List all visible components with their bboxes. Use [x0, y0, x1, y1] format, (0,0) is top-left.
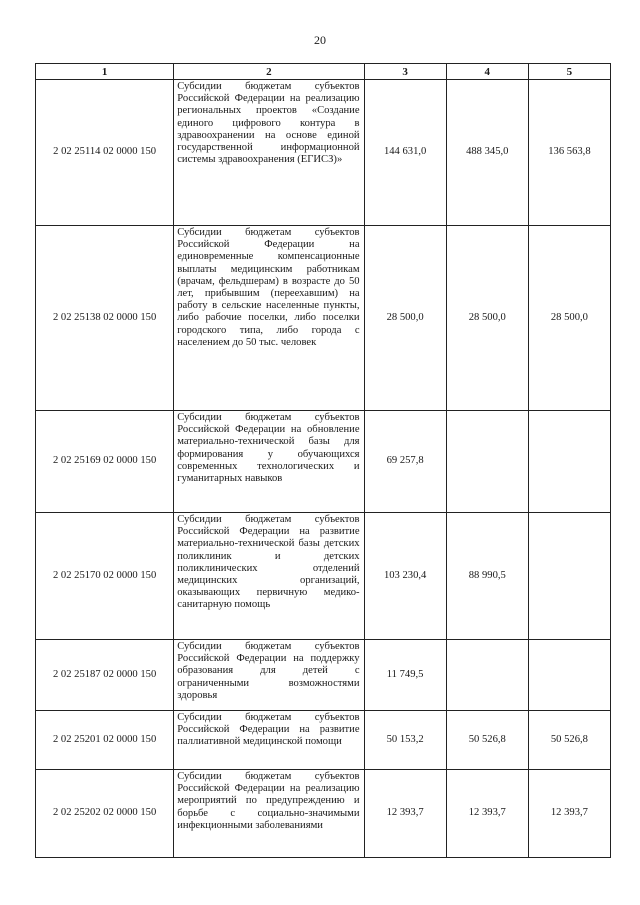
value-col-5-cell	[528, 411, 610, 513]
value-col-4-cell	[446, 411, 528, 513]
budget-code-cell: 2 02 25169 02 0000 150	[36, 411, 174, 513]
value-col-3-cell: 12 393,7	[364, 770, 446, 858]
header-col-3: 3	[364, 64, 446, 80]
budget-code-cell: 2 02 25202 02 0000 150	[36, 770, 174, 858]
page-number: 20	[314, 33, 326, 47]
budget-code-cell: 2 02 25138 02 0000 150	[36, 226, 174, 411]
budget-code-cell: 2 02 25170 02 0000 150	[36, 513, 174, 640]
description-cell: Субсидии бюджетам субъектов Российской Федерации на обновление материально-технической базы для формирования у обучающихся современных технологических и гуманитарных навыков	[174, 411, 364, 513]
value-col-4-cell: 88 990,5	[446, 513, 528, 640]
description-cell: Субсидии бюджетам субъектов Российской Федерации на единовременные компенсационные выплаты медицинским работникам (врачам, фельдшерам) в возрасте до 50 лет, прибывшим (переехавшим) на работу в сельские населенные пункты, либо рабочие поселки, либо поселки городского типа, либо города с населением до 50 тыс. человек	[174, 226, 364, 411]
value-col-3-cell: 69 257,8	[364, 411, 446, 513]
value-col-3-cell: 50 153,2	[364, 711, 446, 770]
table-row	[36, 80, 611, 226]
value-col-5-cell	[528, 640, 610, 711]
header-col-1: 1	[36, 64, 174, 80]
value-col-4-cell: 28 500,0	[446, 226, 528, 411]
table-row	[36, 770, 611, 858]
budget-code-cell: 2 02 25187 02 0000 150	[36, 640, 174, 711]
value-col-3-cell: 144 631,0	[364, 80, 446, 226]
table-row	[36, 711, 611, 770]
description-cell: Субсидии бюджетам субъектов Российской Федерации на развитие материально-технической базы детских поликлиник и детских поликлинических отделений медицинских организаций, оказывающих первичную медико-санитарную помощь	[174, 513, 364, 640]
value-col-4-cell: 50 526,8	[446, 711, 528, 770]
budget-table	[35, 63, 611, 858]
value-col-3-cell: 28 500,0	[364, 226, 446, 411]
description-cell: Субсидии бюджетам субъектов Российской Федерации на реализацию региональных проектов «Создание единого цифрового контура в здравоохранении на основе единой государственной информационной системы здравоохранения (ЕГИСЗ)»	[174, 80, 364, 226]
table-row	[36, 226, 611, 411]
value-col-3-cell: 11 749,5	[364, 640, 446, 711]
table-row	[36, 513, 611, 640]
header-row	[36, 64, 611, 80]
value-col-5-cell: 136 563,8	[528, 80, 610, 226]
budget-code-cell: 2 02 25201 02 0000 150	[36, 711, 174, 770]
value-col-5-cell: 28 500,0	[528, 226, 610, 411]
description-cell: Субсидии бюджетам субъектов Российской Федерации на поддержку образования для детей с ограниченными возможностями здоровья	[174, 640, 364, 711]
value-col-5-cell	[528, 513, 610, 640]
value-col-5-cell: 50 526,8	[528, 711, 610, 770]
budget-code-cell: 2 02 25114 02 0000 150	[36, 80, 174, 226]
header-col-2: 2	[174, 64, 364, 80]
value-col-4-cell	[446, 640, 528, 711]
value-col-3-cell: 103 230,4	[364, 513, 446, 640]
value-col-5-cell: 12 393,7	[528, 770, 610, 858]
header-col-5: 5	[528, 64, 610, 80]
table-row	[36, 640, 611, 711]
description-cell: Субсидии бюджетам субъектов Российской Федерации на реализацию мероприятий по предупреждению и борьбе с социально-значимыми инфекционными заболеваниями	[174, 770, 364, 858]
header-col-4: 4	[446, 64, 528, 80]
description-cell: Субсидии бюджетам субъектов Российской Федерации на развитие паллиативной медицинской помощи	[174, 711, 364, 770]
table-row	[36, 411, 611, 513]
value-col-4-cell: 12 393,7	[446, 770, 528, 858]
value-col-4-cell: 488 345,0	[446, 80, 528, 226]
